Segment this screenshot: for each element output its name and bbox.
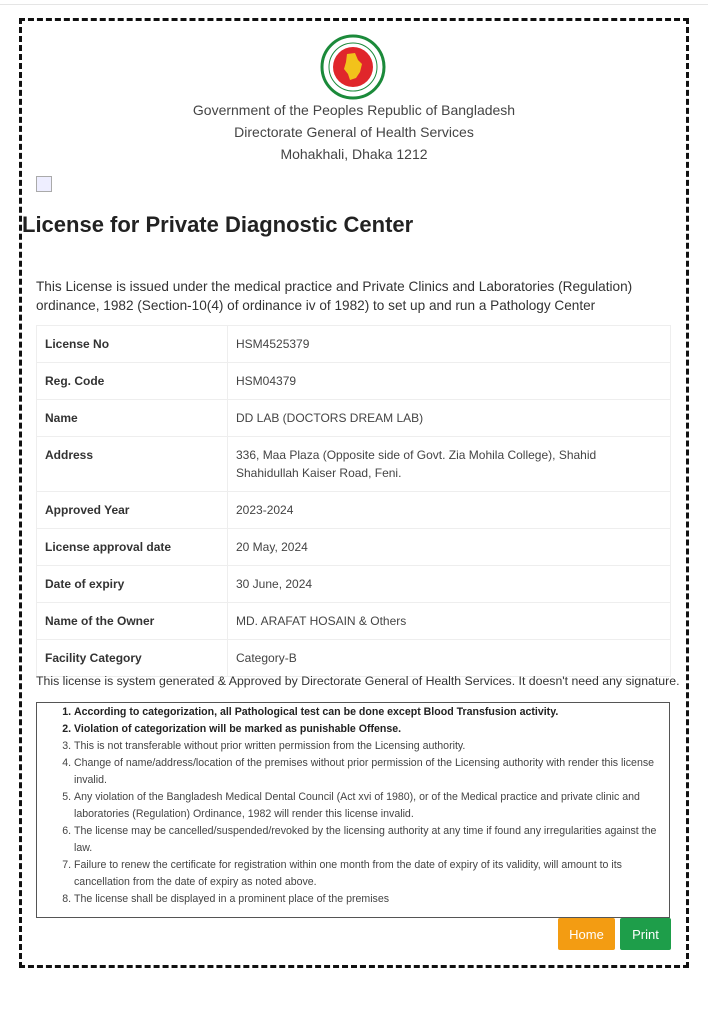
table-row <box>37 529 671 566</box>
field-value: 2023-2024 <box>228 492 671 529</box>
field-value: DD LAB (DOCTORS DREAM LAB) <box>228 400 671 437</box>
field-label: Address <box>37 437 228 492</box>
field-label: Facility Category <box>37 640 228 677</box>
header-line-3: Mohakhali, Dhaka 1212 <box>280 146 428 162</box>
condition-item: 1. According to categorization, all Pathological test can be done except Blood Transfusion activity. <box>74 704 669 721</box>
conditions-box <box>36 702 670 918</box>
field-value: 20 May, 2024 <box>228 529 671 566</box>
condition-item: 5. Any violation of the Bangladesh Medical Dental Council (Act xvi of 1980), or of the Medical practice and private clinic and laboratories (Regulation) Ordinance, 1982 will render this license invalid. <box>74 789 669 823</box>
header-line-2: Directorate General of Health Services <box>234 124 474 140</box>
field-label: Name <box>37 400 228 437</box>
government-seal-icon <box>320 34 386 100</box>
table-row <box>37 400 671 437</box>
field-label: Name of the Owner <box>37 603 228 640</box>
print-button[interactable]: Print <box>620 918 671 950</box>
field-label: License approval date <box>37 529 228 566</box>
field-value: HSM4525379 <box>228 326 671 363</box>
top-divider <box>0 4 708 5</box>
table-row <box>37 492 671 529</box>
condition-item: 7. Failure to renew the certificate for registration within one month from the date of expiry of its validity, will amount to its cancellation from the date of expiry as noted above. <box>74 857 669 891</box>
field-value: Category-B <box>228 640 671 677</box>
header-line-1: Government of the Peoples Republic of Bangladesh <box>192 102 516 118</box>
table-row <box>37 437 671 492</box>
license-details-table <box>36 325 671 677</box>
condition-item: 8. The license shall be displayed in a prominent place of the premises <box>74 891 669 908</box>
field-label: Approved Year <box>37 492 228 529</box>
field-value: 30 June, 2024 <box>228 566 671 603</box>
broken-image-icon <box>36 176 52 192</box>
condition-item: 4. Change of name/address/location of the premises without prior permission of the Licensing authority with render this license invalid. <box>74 755 669 789</box>
condition-item: 6. The license may be cancelled/suspended/revoked by the licensing authority at any time if found any irregularities against the law. <box>74 823 669 857</box>
page-title: License for Private Diagnostic Center <box>22 212 414 237</box>
field-value: HSM04379 <box>228 363 671 400</box>
field-label: Reg. Code <box>37 363 228 400</box>
table-row <box>37 326 671 363</box>
table-row <box>37 603 671 640</box>
field-value: 336, Maa Plaza (Opposite side of Govt. Zia Mohila College), Shahid Shahidullah Kaiser Road, Feni. <box>228 437 671 492</box>
table-row <box>37 566 671 603</box>
field-label: Date of expiry <box>37 566 228 603</box>
home-button[interactable]: Home <box>558 918 615 950</box>
table-row <box>37 363 671 400</box>
field-value: MD. ARAFAT HOSAIN & Others <box>228 603 671 640</box>
intro-text: This License is issued under the medical practice and Private Clinics and Laboratories (Regulation) ordinance, 1982 (Section-10(4) of ordinance iv of 1982) to set up and run a Pathology Center <box>36 279 633 313</box>
condition-item: 3. This is not transferable without prior written permission from the Licensing authority. <box>74 738 669 755</box>
table-row <box>37 640 671 677</box>
field-label: License No <box>37 326 228 363</box>
system-note: This license is system generated & Approved by Directorate General of Health Services. It doesn't need any signature. <box>36 674 680 688</box>
condition-item: 2. Violation of categorization will be marked as punishable Offense. <box>74 721 669 738</box>
